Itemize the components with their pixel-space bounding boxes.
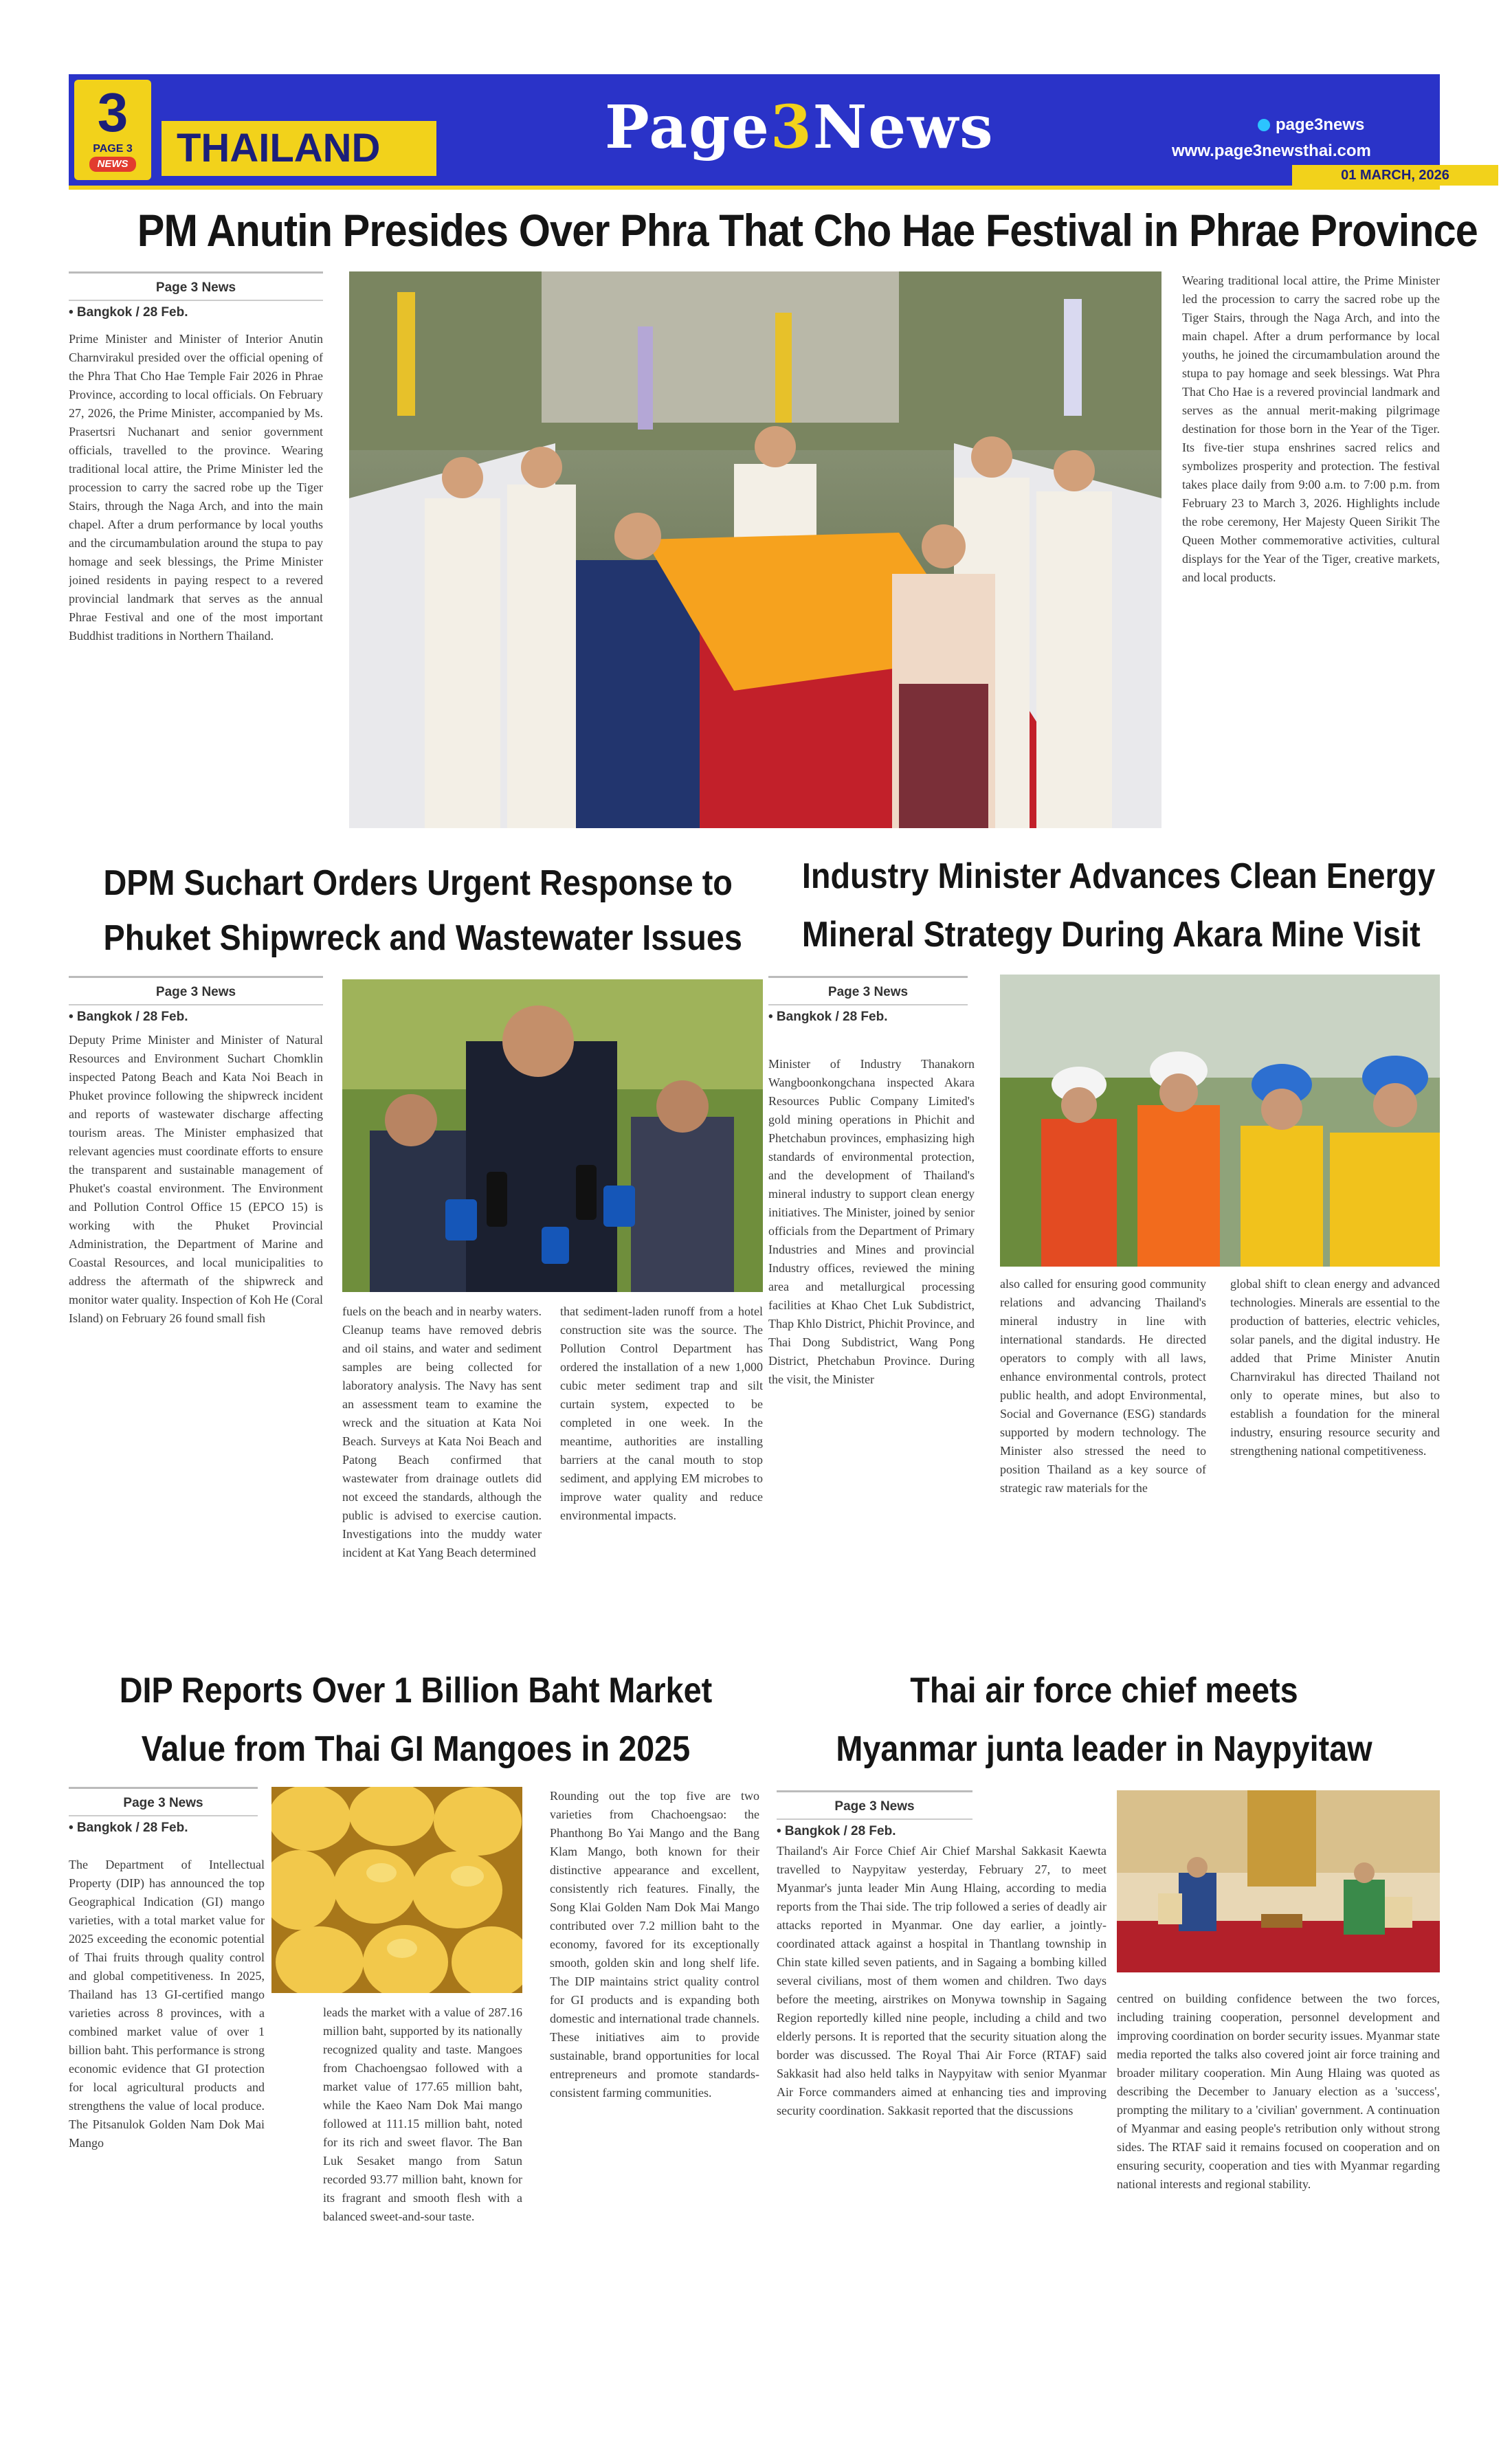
pm-column-1: Prime Minister and Minister of Interior Anutin Charnvirakul presided over the official opening of the Phra That Cho Hae Temple Fair 2026 in Phrae Province, according to local officials. On February 27, 2026, the Prime Minister, accompanied by Ms. Prasertsri Nuchanart and senior government officials, travelled to the province. Wearing traditional local attire, the Prime Minister led the procession to carry the sacred robe up the Tiger Stairs, through the Naga Arch, and into the main chapel. After a drum performance by local youths and the circumambulation around the stupa to pay homage and seek blessings, the Prime Minister joined residents in paying respect to a revered provincial landmark that serves as the annual Phrae Festival and one of the most important Buddhist traditions in Northern Thailand.: [69, 332, 323, 643]
airforce-headline-line-2: Myanmar junta leader in Naypyitaw: [836, 1729, 1372, 1769]
industry-byline: [768, 976, 968, 1026]
dip-mango-photo: [271, 1787, 522, 1993]
dip-column-2: leads the market with a value of 287.16 million baht, supported by its nationally recognized quality and taste. Mangoes from Chachoengsao followed with a market value of 177.65 million baht, while the Kaeo Nam Dok Mai mango followed at 111.15 million baht, noted for its rich and sweet flavor. The Ban Luk Sesaket mango from Satun recorded 93.77 million baht, known for its fragrant and smooth flesh with a balanced sweet-and-sour taste.: [323, 2005, 522, 2223]
industry-column-1: Minister of Industry Thanakorn Wangboonkongchana inspected Akara Resources Public Company Limited's gold mining operations in Phichit and Phetchabun provinces, emphasizing high standards of environmental protection, and the development of Thailand's mineral industry to support clean energy initiatives. The Minister, joined by senior officials from the Department of Primary Industries and Mines and provincial Industry offices, reviewed the mining area and metallurgical processing facilities at Khao Chet Luk Subdistrict, Thap Khlo District, Phichit Province, and Thai Dong Subdistrict, Wang Pong District, Phetchabun Province. During the visit, the Minister: [768, 1057, 975, 1386]
website-link[interactable]: www.page3newsthai.com: [1172, 142, 1371, 160]
airforce-byline-source: Page 3 News: [834, 1799, 915, 1814]
dpm-press-photo: [342, 979, 763, 1292]
logo-badge: NEWS: [89, 157, 136, 172]
industry-byline-source: Page 3 News: [827, 985, 909, 999]
logo-number: 3: [97, 82, 129, 143]
pm-column-2: Wearing traditional local attire, the Prime Minister led the procession to carry the sacred robe up the Tiger Stairs, through the Naga Arch, and into the main chapel. After a drum performance by local youths, he joined the circumambulation around the stupa to pay homage and seek blessings. Wat Phra That Cho Hae is a revered provincial landmark and serves as the annual merit-making pilgrimage destination for those born in the Year of the Tiger. Its five-tier stupa enshrines sacred relics and symbolizes prosperity and protection. The festival takes place daily from 9:00 a.m. to 7:00 p.m. from February 23 to March 3, 2026. Highlights include the robe ceremony, Her Majesty Queen Sirikit The Queen Mother commemorative activities, cultural displays for the Year of the Tiger, creative markets, and local products.: [1182, 274, 1440, 584]
pm-festival-photo: [349, 271, 1161, 828]
dip-headline-line-1: DIP Reports Over 1 Billion Baht Market: [119, 1671, 713, 1711]
airforce-meeting-photo: [1117, 1790, 1440, 1972]
airforce-column-2: centred on building confidence between the two forces, including training cooperation, personnel development and improving coordination on border security issues. Myanmar state media reported the talks also covered joint air force training and broader military cooperation. Min Aung Hlaing was quoted as describing the December to January election as a 'success', prompting the military to a 'civilian' government. A continuation of Myanmar and easing people's retribution only without strong sides. The RTAF said it remains focused on cooperation and on ensuring security, cooperation and ties with Myanmar regarding national interests and regional stability.: [1117, 1992, 1440, 2191]
industry-mine-photo: [1000, 975, 1440, 1267]
page-number: 3: [1448, 83, 1487, 160]
dip-column-1: The Department of Intellectual Property (DIP) has announced the top Geographical Indication (GI) mango varieties, with a total market value for 2025 exceeding the economic potential of Thai fruits through quality control and global competitiveness. In 2025, Thailand has 13 GI-certified mango varieties across 8 provinces, with a combined market value of over 1 billion baht. This performance is strong economic evidence that GI protection for local agricultural products and strengthens the value of local produce. The Pitsanulok Golden Nam Dok Mai Mango: [69, 1858, 265, 2150]
dip-headline-line-2: Value from Thai GI Mangoes in 2025: [141, 1729, 691, 1769]
title-number: 3: [770, 93, 813, 162]
dpm-byline: [69, 976, 323, 1026]
dpm-byline-source: Page 3 News: [155, 985, 236, 999]
industry-byline-location: • Bangkok / 28 Feb.: [768, 1004, 968, 1026]
page3-logo[interactable]: [74, 80, 151, 180]
region-label: THAILAND: [162, 121, 436, 176]
airforce-byline-location: • Bangkok / 28 Feb.: [777, 1818, 972, 1840]
industry-column-2: also called for ensuring good community relations and advancing Thailand's mineral industry in line with international standards. He directed operators to comply with all laws, enhance environmental controls, protect public health, and adopt Environmental, Social and Governance (ESG) standards supported by modern technology. The Minister also stressed the need to position Thailand as a key source of strategic raw materials for the: [1000, 1277, 1206, 1495]
airforce-byline: [777, 1790, 972, 1840]
industry-column-3: global shift to clean energy and advanced technologies. Minerals are essential to the production of batteries, electric vehicles, solar panels, and the digital industry. He added that Prime Minister Anutin Charnvirakul has directed Thailand not only to operate mines, but also to establish a foundation for the mineral industry, ensuring resource security and strengthening national competitiveness.: [1230, 1277, 1440, 1458]
social-icon: [1258, 119, 1270, 131]
dpm-column-1: Deputy Prime Minister and Minister of Natural Resources and Environment Suchart Chomklin inspected Patong Beach and Kata Noi Beach in Phuket province following the shipwreck incident and reports of wastewater discharge affecting tourism areas. The Minister emphasized that relevant agencies must coordinate efforts to ensure the transparent and sustainable management of Phuket's coastal environment. The Environment and Pollution Control Office 15 (EPCO 15) is working with the Phuket Provincial Administration, the Department of Marine and Coastal Resources, and local municipalities to address the aftermath of the shipwreck and monitor water quality. Inspection of Koh He (Coral Island) on February 26 found small fish: [69, 1033, 323, 1325]
pm-byline: [69, 271, 323, 322]
dip-byline-location: • Bangkok / 28 Feb.: [69, 1815, 258, 1837]
dpm-column-2: fuels on the beach and in nearby waters. Cleanup teams have removed debris and oil stains, and water and sediment samples are being collected for laboratory analysis. The Navy has sent an assessment team to examine the wreck and the situation at Kata Noi Beach. Surveys at Kata Noi Beach and Patong Beach confirmed that wastewater from drainage outlets did not exceed the standards, although the public is advised to exercise caution. Investigations into the muddy water incident at Kat Yang Beach determined: [342, 1304, 542, 1559]
dip-column-3: Rounding out the top five are two varieties from Chachoengsao: the Phanthong Bo Yai Mango and the Bang Klam Mango, both known for their distinctive appearance and excellent, consistently rich features. Finally, the Song Klai Golden Nam Dok Mai Mango contributed over 7.2 million baht to the economy, favored for its exceptionally smooth, golden skin and long shelf life. The DIP maintains strict quality control for GI products and is expanding both domestic and international trade channels. These initiatives aim to provide sustainable, brand opportunities for local entrepreneurs and promote standards-consistent farming communities.: [550, 1789, 759, 2100]
pm-byline-source: Page 3 News: [155, 280, 236, 295]
dip-byline-source: Page 3 News: [123, 1796, 203, 1810]
title-post: News: [812, 93, 994, 162]
industry-headline-line-2: Mineral Strategy During Akara Mine Visit: [801, 915, 1421, 955]
dpm-headline-line-1: DPM Suchart Orders Urgent Response to: [103, 863, 733, 903]
social-handle-text: page3news: [1276, 115, 1365, 134]
dip-byline: [69, 1787, 258, 1837]
social-handle[interactable]: [1258, 115, 1364, 135]
pm-byline-location: • Bangkok / 28 Feb.: [69, 300, 323, 322]
masthead: [69, 74, 1487, 190]
title-pre: Page: [605, 93, 770, 162]
logo-sub: PAGE 3: [93, 143, 133, 155]
industry-headline-line-1: Industry Minister Advances Clean Energy: [801, 856, 1436, 896]
pm-headline: PM Anutin Presides Over Phra That Cho Hae Festival in Phrae Province: [137, 205, 1478, 256]
airforce-headline-line-1: Thai air force chief meets: [910, 1671, 1298, 1711]
dpm-column-3: that sediment-laden runoff from a hotel construction site was the source. The Pollution Control Department has ordered the installation of a new 1,000 cubic meter sediment trap and silt curtain system, expected to be completed in one week. In the meantime, authorities are installing barriers at the canal mouth to stop sediment, and applying EM microbes to improve water quality and reduce environmental impacts.: [560, 1304, 763, 1522]
airforce-column-1: Thailand's Air Force Chief Air Chief Marshal Sakkasit Kaewta travelled to Naypyitaw yesterday, February 27, to meet Myanmar's junta leader Min Aung Hlaing, according to media reports from the Thai side. The trip followed a series of deadly air attacks reported in Myanmar. One day earlier, a jointly-coordinated attack against a hospital in Thantlang township in Chin state killed seven patients, and in Sagaing a bombing killed several civilians, most of them women and children. Two days before the meeting, airstrikes on Monywa township in Sagaing Region reportedly killed nine people, including a child and two elderly persons. It is reported that the security situation along the border was discussed. The Royal Thai Air Force (RTAF) said Sakkasit had also held talks in Naypyitaw with senior Myanmar Air Force commanders aimed at enhancing ties and improving security coordination. Sakkasit reported that the discussions: [777, 1844, 1107, 2117]
issue-date: 01 MARCH, 2026: [1292, 165, 1498, 186]
dpm-headline-line-2: Phuket Shipwreck and Wastewater Issues: [103, 918, 742, 958]
dpm-byline-location: • Bangkok / 28 Feb.: [69, 1004, 323, 1026]
paper-title[interactable]: [605, 87, 994, 169]
